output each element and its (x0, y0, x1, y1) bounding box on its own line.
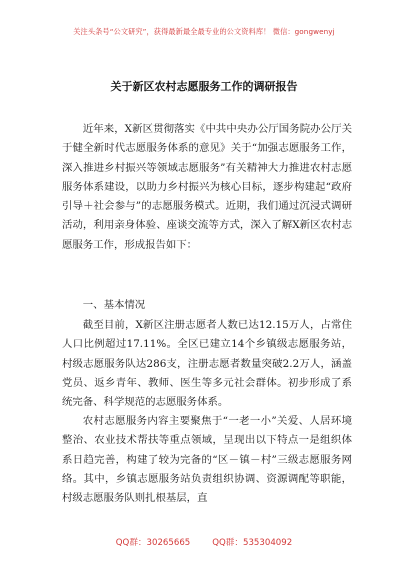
footer-qq-group-right: QQ群：535304092 (212, 538, 293, 548)
header-banner: 关注头条号“公文研究”，获得最新最全最专业的公文资料库！ 微信：gongwenyj (73, 27, 335, 36)
body-paragraph-statistics: 截至目前，X新区注册志愿者人数已达12.15万人，占常住人口比例超过17.11%。全区已建立14个乡镇级志愿服务站，村级志愿服务队达286支，注册志愿者数量突破2.2万人，涵盖党员、返乡青年、教师、医生等多元社会群体。初步形成了系统完备、科学规范的志愿服务体系。 (62, 319, 352, 409)
document-title: 关于新区农村志愿服务工作的调研报告 (110, 80, 298, 93)
section-heading-basic-situation: 一、基本情况 (82, 299, 146, 311)
footer-contact (0, 536, 408, 548)
body-paragraph-features: 农村志愿服务内容主要聚焦于“一老一小”关爱、人居环境整治、农业技术帮扶等重点领域，呈现出以下特点一是组织体系日趋完善，构建了较为完备的“区－镇－村”三级志愿服务网络。其中，乡镇志愿服务站负责组织协调、资源调配等职能，村级志愿服务队则扎根基层，直 (62, 415, 352, 505)
intro-paragraph: 近年来，X新区贯彻落实《中共中央办公厅国务院办公厅关于健全新时代志愿服务体系的意见》关于“加强志愿服务工作，深入推进乡村振兴等领域志愿服务”有关精神大力推进农村志愿服务体系建设，以助力乡村振兴为核心目标，逐步构建起“政府引导＋社会参与”的志愿服务模式。近期，我们通过沉浸式调研活动，利用亲身体验、座谈交流等方式，深入了解X新区农村志愿服务工作，形成报告如下： (62, 123, 352, 251)
footer-qq-group-left: QQ群：30265665 (115, 538, 191, 548)
